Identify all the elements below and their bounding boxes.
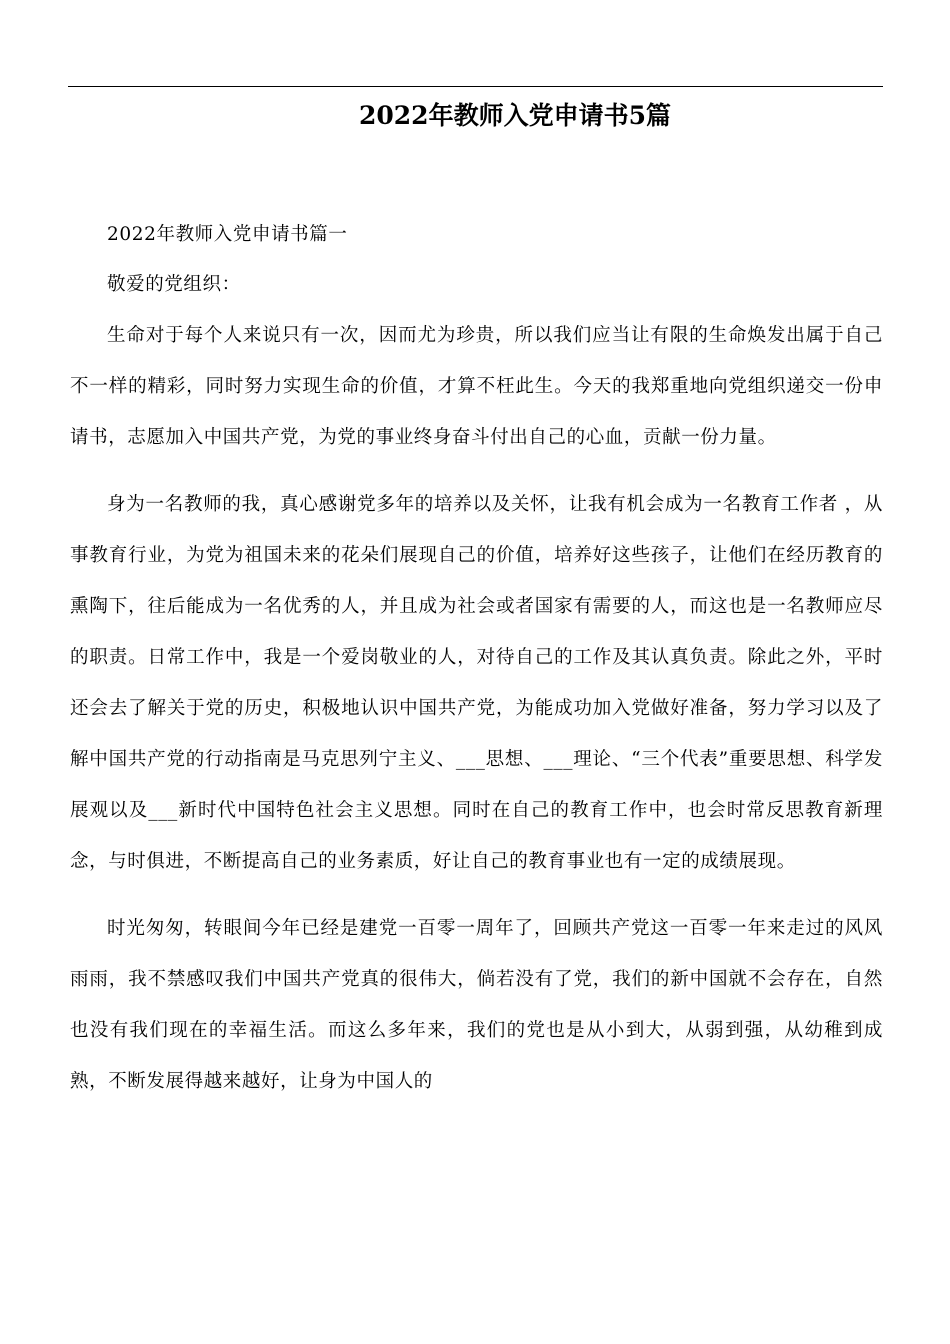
- body-paragraph-1: 生命对于每个人来说只有一次，因而尤为珍贵，所以我们应当让有限的生命焕发出属于自己不一样的精彩，同时努力实现生命的价值，才算不枉此生。今天的我郑重地向党组织递交一份申请书，志愿加入中国共产党，为党的事业终身奋斗付出自己的心血，贡献一份力量。: [70, 325, 883, 448]
- salutation: 敬爱的党组织：: [107, 274, 241, 295]
- section-heading: 2022年教师入党申请书篇一: [107, 224, 348, 245]
- body-paragraph-3: 时光匆匆，转眼间今年已经是建党一百零一周年了，回顾共产党这一百零一年来走过的风风雨雨，我不禁感叹我们中国共产党真的很伟大，倘若没有了党，我们的新中国就不会存在，自然也没有我们现在的幸福生活。而这么多年来，我们的党也是从小到大，从弱到强，从幼稚到成熟，不断发展得越来越好，让身为中国人的: [70, 918, 883, 1092]
- body-paragraph-2: 身为一名教师的我，真心感谢党多年的培养以及关怀，让我有机会成为一名教育工作者 ，从事教育行业，为党为祖国未来的花朵们展现自己的价值，培养好这些孩子，让他们在经历教育的熏陶下，往后能成为一名优秀的人，并且成为社会或者国家有需要的人，而这也是一名教师应尽的职责。日常工作中，我是一个爱岗敬业的人，对待自己的工作及其认真负责。除此之外，平时还会去了解关于党的历史，积极地认识中国共产党，为能成功加入党做好准备，努力学习以及了解中国共产党的行动指南是马克思列宁主义、___思想、___理论、“三个代表”重要思想、科学发展观以及___新时代中国特色社会主义思想。同时在自己的教育工作中，也会时常反思教育新理念，与时俱进，不断提高自己的业务素质，好让自己的教育事业也有一定的成绩展现。: [70, 494, 883, 872]
- document-body: [70, 210, 883, 1123]
- header-rule: [68, 86, 883, 87]
- document-title: 2022年教师入党申请书5篇: [359, 101, 671, 130]
